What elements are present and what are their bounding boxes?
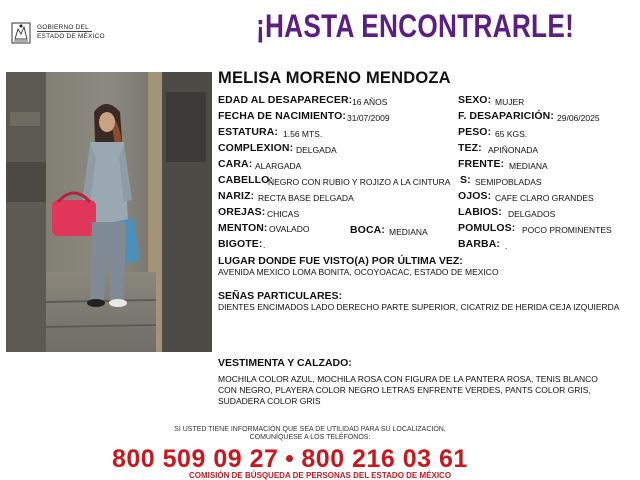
field-nariz	[218, 191, 254, 202]
nariz-value: RECTA BASE DELGADA	[258, 193, 354, 203]
field-boca	[350, 225, 385, 236]
desaparicion-value: 29/06/2025	[557, 113, 600, 123]
complexion-label: COMPLEXION:	[218, 142, 294, 154]
bigote-label: BIGOTE:	[218, 238, 263, 250]
tez-value: APIÑONADA	[488, 145, 539, 155]
person-name: MELISA MORENO MENDOZA	[218, 69, 451, 87]
contact-note-line-1: SI USTED TIENE INFORMACIÓN QUE SEA DE UTILIDAD PARA SU LOCALIZACIÓN,	[174, 426, 446, 433]
field-complexion	[218, 143, 293, 154]
edad-label: EDAD AL DESAPARECER:	[218, 94, 353, 106]
clothing-value: MOCHILA COLOR AZUL, MOCHILA ROSA CON FIGURA DE LA PANTERA ROSA, TENIS BLANCO CON NEGRO, PLAYERA COLOR NEGRO LETRAS ENFRENTE VERDES, PANTS COLOR GRIS, SUDADERA COLOR GRIS	[218, 374, 598, 406]
estatura-label: ESTATURA:	[218, 126, 279, 138]
field-labios	[458, 207, 502, 218]
contact-note	[150, 426, 470, 442]
field-cejas	[460, 175, 471, 186]
field-desaparicion	[458, 111, 554, 122]
headline: ¡HASTA ENCONTRARLE!	[256, 8, 575, 44]
pomulos-label: POMULOS:	[458, 222, 516, 234]
barba-label: BARBA:	[458, 238, 501, 250]
person-photo	[6, 72, 212, 352]
cabello-label: CABELLO:	[218, 174, 274, 186]
field-peso	[458, 127, 491, 138]
field-sexo	[458, 95, 491, 106]
field-bigote	[218, 239, 262, 250]
phone-numbers	[112, 445, 468, 474]
field-cara	[218, 159, 252, 170]
barba-value: .	[505, 241, 508, 251]
field-barba	[458, 239, 500, 250]
logo-divider	[37, 31, 92, 32]
clothing-label: VESTIMENTA Y CALZADO:	[218, 357, 352, 369]
bigote-value: .	[263, 240, 266, 250]
bullet-dot-icon	[286, 455, 293, 462]
sexo-value: MUJER	[495, 97, 525, 107]
frente-label: FRENTE:	[458, 158, 505, 170]
cabello-value: NEGRO CON RUBIO Y ROJIZO A LA CINTURA	[268, 177, 451, 187]
phone-number-1: 800 509 09 27	[112, 445, 279, 473]
tez-label: TEZ:	[458, 142, 482, 154]
pomulos-value: POCO PROMINENTES	[522, 225, 612, 235]
logo-line-1: GOBIERNO DEL	[37, 24, 89, 31]
field-menton	[218, 223, 268, 234]
complexion-value: DELGADA	[296, 145, 337, 155]
peso-label: PESO:	[458, 126, 492, 138]
last-seen-label: LUGAR DONDE FUE VISTO(A) POR ÚLTIMA VEZ:	[218, 255, 463, 267]
marks-value: DIENTES ENCIMADOS LADO DERECHO PARTE SUPERIOR, CICATRIZ DE HERIDA CEJA IZQUIERDA	[218, 302, 620, 312]
desaparicion-label: F. DESAPARICIÓN:	[458, 110, 554, 122]
field-pomulos	[458, 223, 515, 234]
organization-name: COMISIÓN DE BÚSQUEDA DE PERSONAS DEL ESTADO DE MÉXICO	[188, 471, 452, 480]
field-frente	[458, 159, 504, 170]
coat-of-arms-icon	[10, 20, 32, 46]
field-tez	[458, 143, 482, 154]
logo-line-2: ESTADO DE MÉXICO	[37, 33, 105, 40]
peso-value: 65 KGS.	[495, 129, 528, 139]
government-logo	[10, 20, 120, 46]
contact-note-line-2: COMUNÍQUESE A LOS TELÉFONOS:	[249, 434, 371, 441]
field-ojos	[458, 191, 491, 202]
nacimiento-label: FECHA DE NACIMIENTO:	[218, 110, 346, 122]
ojos-label: OJOS:	[458, 190, 492, 202]
frente-value: MEDIANA	[509, 161, 548, 171]
nacimiento-value: 31/07/2009	[347, 113, 390, 123]
boca-label: BOCA:	[350, 224, 385, 236]
menton-label: MENTON:	[218, 222, 268, 234]
field-edad	[218, 95, 352, 106]
edad-value: 16 AÑOS	[352, 97, 388, 107]
estatura-value: 1.56 MTS.	[283, 129, 323, 139]
phone-number-2: 800 216 03 61	[301, 445, 468, 473]
nariz-label: NARIZ:	[218, 190, 255, 202]
cara-label: CARA:	[218, 158, 253, 170]
labios-value: DELGADOS	[508, 209, 556, 219]
cara-value: ALARGADA	[255, 161, 302, 171]
menton-value: OVALADO	[269, 224, 310, 234]
ojos-value: CAFE CLARO GRANDES	[495, 193, 594, 203]
boca-value: MEDIANA	[389, 227, 428, 237]
marks-label: SEÑAS PARTICULARES:	[218, 290, 343, 302]
orejas-value: CHICAS	[267, 209, 300, 219]
field-cabello	[218, 175, 273, 186]
field-estatura	[218, 127, 278, 138]
orejas-label: OREJAS:	[218, 206, 266, 218]
sexo-label: SEXO:	[458, 94, 492, 106]
field-orejas	[218, 207, 265, 218]
field-nacimiento	[218, 111, 346, 122]
cejas-value: SEMIPOBLADAS	[475, 177, 542, 187]
labios-label: LABIOS:	[458, 206, 502, 218]
last-seen-value: AVENIDA MEXICO LOMA BONITA, OCOYOACAC, ESTADO DE MEXICO	[218, 267, 499, 277]
cejas-label: S:	[460, 174, 471, 186]
